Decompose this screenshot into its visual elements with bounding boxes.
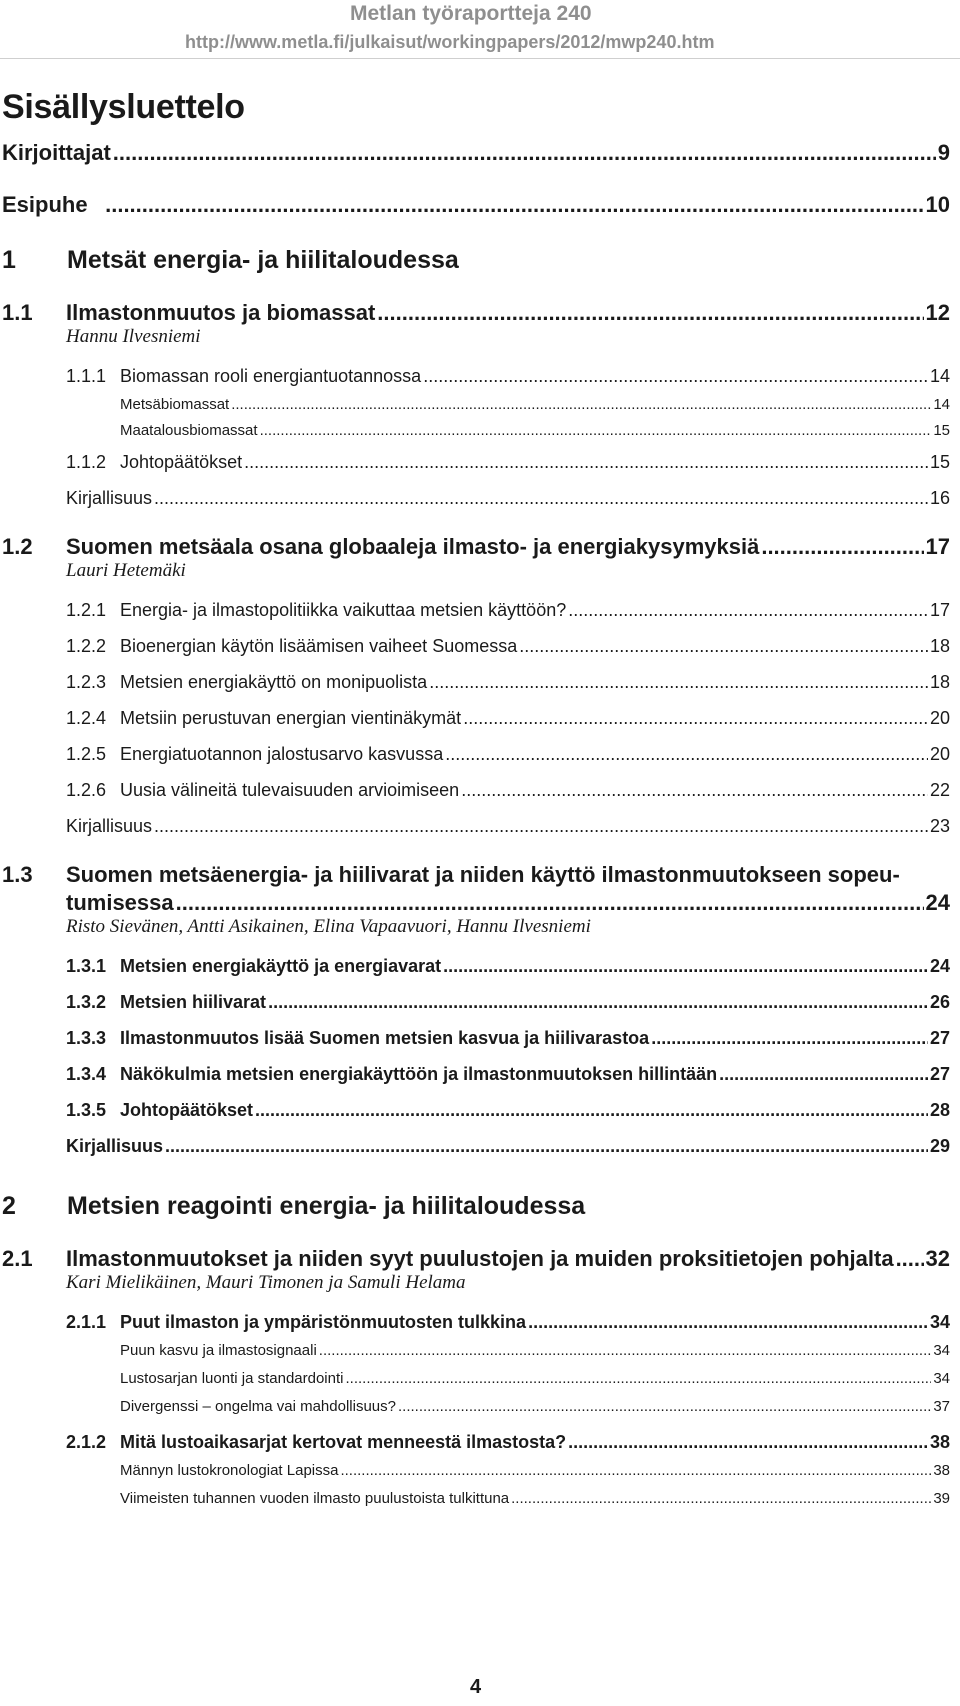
toc-subentry[interactable]: Männyn lustokronologiat Lapissa ..... 38: [120, 1462, 950, 1479]
toc-entry-1-2-3[interactable]: 1.2.3 Metsien energiakäyttö on monipuolista ..... 18: [66, 672, 950, 693]
toc-entry-kirjallisuus[interactable]: Kirjallisuus ..... 29: [66, 1136, 950, 1157]
toc-entry-1-2[interactable]: 1.2 Suomen metsäala osana globaaleja ilmasto- ja energiakysymyksiä ..... 17: [2, 534, 950, 560]
toc-subentry[interactable]: Divergenssi – ongelma vai mahdollisuus? ..... 37: [120, 1398, 950, 1415]
entry-title: Kirjoittajat: [2, 140, 111, 165]
series-title: Metlan työraportteja 240: [350, 2, 592, 25]
toc-entry-1-3-2[interactable]: 1.3.2 Metsien hiilivarat ..... 26: [66, 992, 950, 1013]
section-author: Lauri Hetemäki: [66, 560, 186, 581]
toc-entry-1-3-4[interactable]: 1.3.4 Näkökulmia metsien energiakäyttöön ja ilmastonmuutoksen hillintään ..... 27: [66, 1064, 950, 1085]
toc-entry-2-1-2[interactable]: 2.1.2 Mitä lustoaikasarjat kertovat menneestä ilmastosta? ..... 38: [66, 1432, 950, 1453]
toc-entry-1-3-5[interactable]: 1.3.5 Johtopäätökset ..... 28: [66, 1100, 950, 1121]
toc-entry-1-2-5[interactable]: 1.2.5 Energiatuotannon jalostusarvo kasvussa ..... 20: [66, 744, 950, 765]
toc-subentry[interactable]: Lustosarjan luonti ja standardointi ..... 34: [120, 1370, 950, 1387]
toc-entry-1-3-3[interactable]: 1.3.3 Ilmastonmuutos lisää Suomen metsien kasvua ja hiilivarastoa ..... 27: [66, 1028, 950, 1049]
header-url[interactable]: http://www.metla.fi/julkaisut/workingpapers/2012/mwp240.htm: [185, 32, 715, 52]
toc-entry-2-1-1[interactable]: 2.1.1 Puut ilmaston ja ympäristönmuutosten tulkkina ..... 34: [66, 1312, 950, 1333]
toc-entry-1-2-4[interactable]: 1.2.4 Metsiin perustuvan energian vientinäkymät ..... 20: [66, 708, 950, 729]
toc-subentry[interactable]: Viimeisten tuhannen vuoden ilmasto puulustoista tulkittuna ..... 39: [120, 1490, 950, 1507]
toc-entry-1-1-2[interactable]: 1.1.2 Johtopäätökset ..... 15: [66, 452, 950, 473]
chapter-2-heading[interactable]: 2 Metsien reagointi energia- ja hiilitaloudessa: [2, 1192, 586, 1220]
toc-subentry[interactable]: Maatalousbiomassat ..... 15: [120, 422, 950, 439]
section-author: Risto Sievänen, Antti Asikainen, Elina Vapaavuori, Hannu Ilvesniemi: [66, 916, 591, 937]
page-title: Sisällysluettelo: [2, 88, 245, 126]
toc-entry-kirjallisuus[interactable]: Kirjallisuus ..... 23: [66, 816, 950, 837]
toc-entry-1-3-1[interactable]: 1.3.1 Metsien energiakäyttö ja energiavarat ..... 24: [66, 956, 950, 977]
toc-entry-1-3[interactable]: 1.3 Suomen metsäenergia- ja hiilivarat ja niiden käyttö ilmastonmuutokseen sopeu- tumisessa ..... 24: [0, 862, 960, 922]
toc-subentry[interactable]: Puun kasvu ja ilmastosignaali ..... 34: [120, 1342, 950, 1359]
toc-entry-esipuhe[interactable]: [2, 192, 950, 218]
entry-title: Esipuhe: [2, 192, 88, 217]
toc-entry-kirjallisuus[interactable]: Kirjallisuus ..... 16: [66, 488, 950, 509]
page-ref: 9: [937, 140, 950, 165]
section-author: Hannu Ilvesniemi: [66, 326, 201, 347]
toc-entry-2-1[interactable]: 2.1 Ilmastonmuutokset ja niiden syyt puulustojen ja muiden proksitietojen pohjalta ..... 32: [2, 1246, 950, 1272]
toc-entry-1-2-2[interactable]: 1.2.2 Bioenergian käytön lisäämisen vaiheet Suomessa ..... 18: [66, 636, 950, 657]
toc-entry-1-1-1[interactable]: 1.1.1 Biomassan rooli energiantuotannossa ..... 14: [66, 366, 950, 387]
toc-subentry[interactable]: Metsäbiomassat ..... 14: [120, 396, 950, 413]
section-author: Kari Mielikäinen, Mauri Timonen ja Samuli Helama: [66, 1272, 466, 1293]
toc-entry-kirjoittajat[interactable]: [2, 140, 950, 166]
toc-entry-1-2-6[interactable]: 1.2.6 Uusia välineitä tulevaisuuden arvioimiseen ..... 22: [66, 780, 950, 801]
page-number: 4: [470, 1676, 482, 1698]
page-ref: 10: [925, 192, 950, 217]
toc-entry-1-1[interactable]: 1.1 Ilmastonmuutos ja biomassat ..... 12: [2, 300, 950, 326]
toc-entry-1-2-1[interactable]: 1.2.1 Energia- ja ilmastopolitiikka vaikuttaa metsien käyttöön? ..... 17: [66, 600, 950, 621]
chapter-1-heading[interactable]: 1 Metsät energia- ja hiilitaloudessa: [2, 246, 459, 274]
